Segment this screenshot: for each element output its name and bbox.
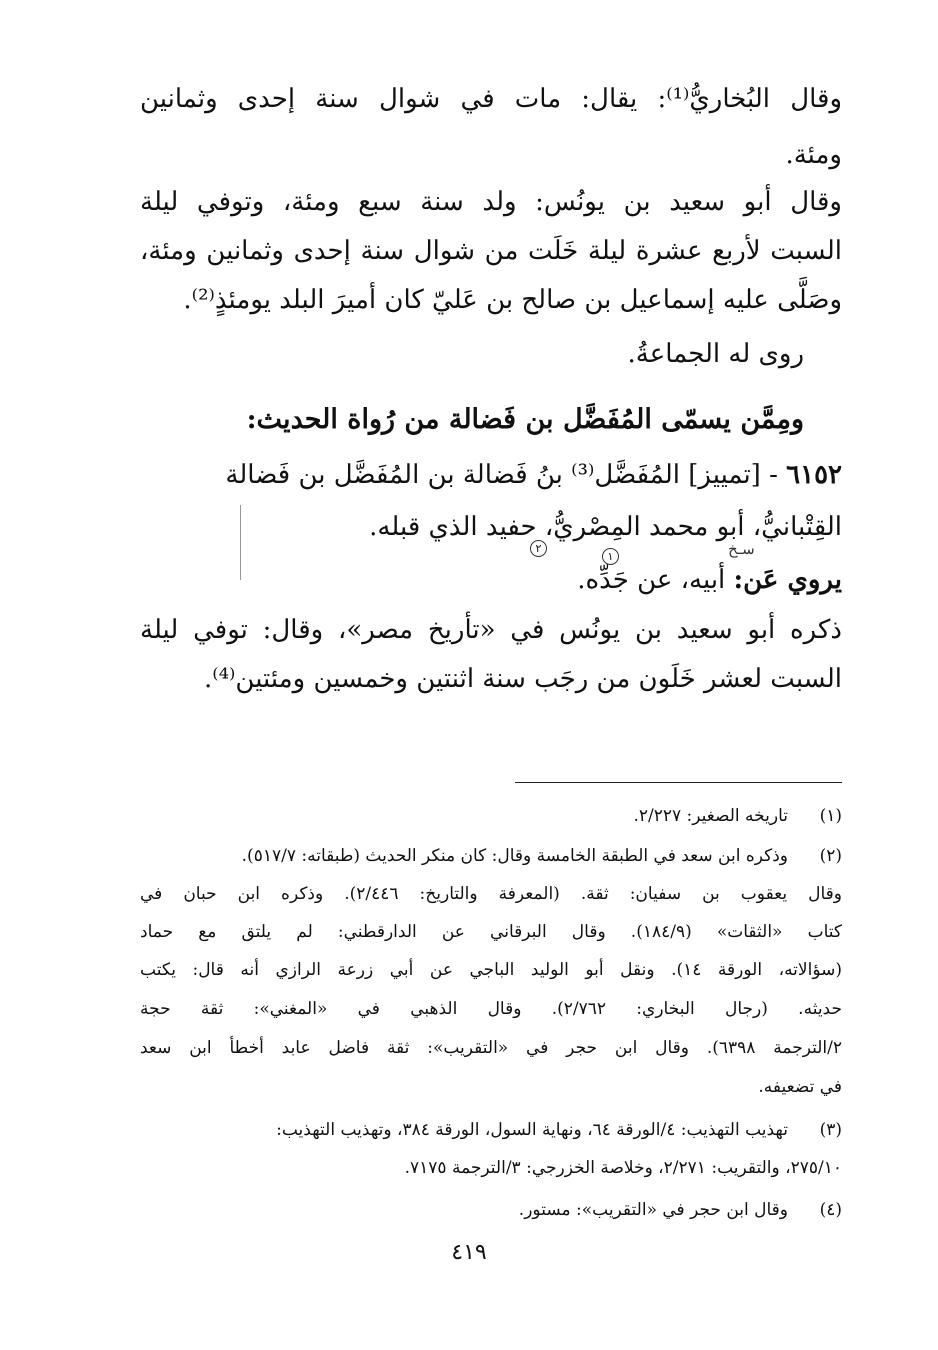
narrates-from-names: أبيه، عن جَدِّه. xyxy=(577,565,726,595)
footnote-number: (٢) xyxy=(819,846,842,866)
footnote-text: تهذيب التهذيب: ٤/الورقة ٦٤، ونهاية السول، الورقة ٣٨٤، وتهذيب التهذيب: xyxy=(276,1120,788,1140)
footnote-text: في تضعيفه. xyxy=(758,1077,842,1097)
footnote-text: ٢/الترجمة ٦٣٩٨). وقال ابن حجر في «التقريب»: ثقة فاضل عابد أخطأ ابن سعد xyxy=(140,1038,842,1058)
entry-title: - [تمييز] المُفَضَّل⁽³⁾ بنُ فَضالة بن المُفَضَّل بن فَضالة xyxy=(225,460,778,490)
text-line: روى له الجماعةُ. xyxy=(627,339,804,369)
text-line: وصَلَّى عليه إسماعيل بن صالح بن عَليّ كان أميرَ البلد يومئذٍ⁽²⁾. xyxy=(183,285,842,315)
footnote-separator xyxy=(515,782,842,783)
footnote-text: تاريخه الصغير: ٢/٢٢٧. xyxy=(633,806,788,826)
entry-first-line xyxy=(140,462,842,488)
handwritten-circle-mark: ٢ xyxy=(530,540,547,557)
footnote-text: وذكره ابن سعد في الطبقة الخامسة وقال: كان منكر الحديث (طبقاته: ٥١٧/٧). xyxy=(241,846,788,866)
footnote-text: حديثه. (رجال البخاري: ٢/٧٦٢). وقال الذهبي في «المغني»: ثقة حجة xyxy=(140,999,842,1019)
entry-number: ٦١٥٢ xyxy=(786,460,842,490)
footnote xyxy=(140,1122,842,1144)
handwritten-note: سـخ xyxy=(728,540,755,558)
narration-line xyxy=(577,567,842,593)
footnote xyxy=(140,1202,842,1224)
text-line: وقال أبو سعيد بن يونُس: ولد سنة سبع ومئة، وتوفي ليلة xyxy=(140,187,842,217)
text-line: وقال البُخاريُّ⁽¹⁾: يقال: مات في شوال سنة إحدى وثمانين xyxy=(140,84,842,114)
text-line: السبت لأربع عشرة ليلة خَلَت من شوال سنة إحدى وثمانين ومئة، xyxy=(140,236,842,266)
footnote-text: وقال ابن حجر في «التقريب»: مستور. xyxy=(518,1200,788,1220)
text-line: السبت لعشر خَلَون من رجَب سنة اثنتين وخمسين ومئتين⁽⁴⁾. xyxy=(203,664,842,694)
margin-pencil-line xyxy=(240,505,241,580)
footnote-text: ٢٧٥/١٠، والتقريب: ٢/٢٧١، وخلاصة الخزرجي: ٣/الترجمة ٧١٧٥. xyxy=(404,1158,842,1178)
footnote xyxy=(140,808,842,830)
footnote-text: كتاب «الثقات» (١٨٤/٩). وقال البرقاني عن الدارقطني: لم يلتق مع حماد xyxy=(140,922,842,942)
text-line: ذكره أبو سعيد بن يونُس في «تأريخ مصر»، وقال: توفي ليلة xyxy=(140,615,842,645)
text-line: القِتْبانيُّ، أبو محمد المِصْريُّ، حفيد الذي قبله. xyxy=(369,512,842,542)
footnote xyxy=(140,848,842,870)
footnote-number: (٣) xyxy=(819,1120,842,1140)
footnote-number: (٤) xyxy=(819,1200,842,1220)
handwritten-circle-mark: ١ xyxy=(602,548,619,565)
narrates-from-label: يروي عَن: xyxy=(733,565,842,595)
footnote-text: وقال يعقوب بن سفيان: ثقة. (المعرفة والتاريخ: ٢/٤٤٦). وذكره ابن حبان في xyxy=(140,884,842,904)
footnote-text: (سؤالاته، الورقة ١٤). ونقل أبو الوليد الباجي عن أبي زرعة الرازي أنه قال: يكتب xyxy=(140,960,842,980)
text-line: ومئة. xyxy=(785,140,842,170)
page-number: ٤١٩ xyxy=(451,1240,487,1265)
footnote-number: (١) xyxy=(819,806,842,826)
section-heading: ومِمَّن يسمّى المُفَضَّل بن فَضالة من رُواة الحديث: xyxy=(246,404,804,435)
